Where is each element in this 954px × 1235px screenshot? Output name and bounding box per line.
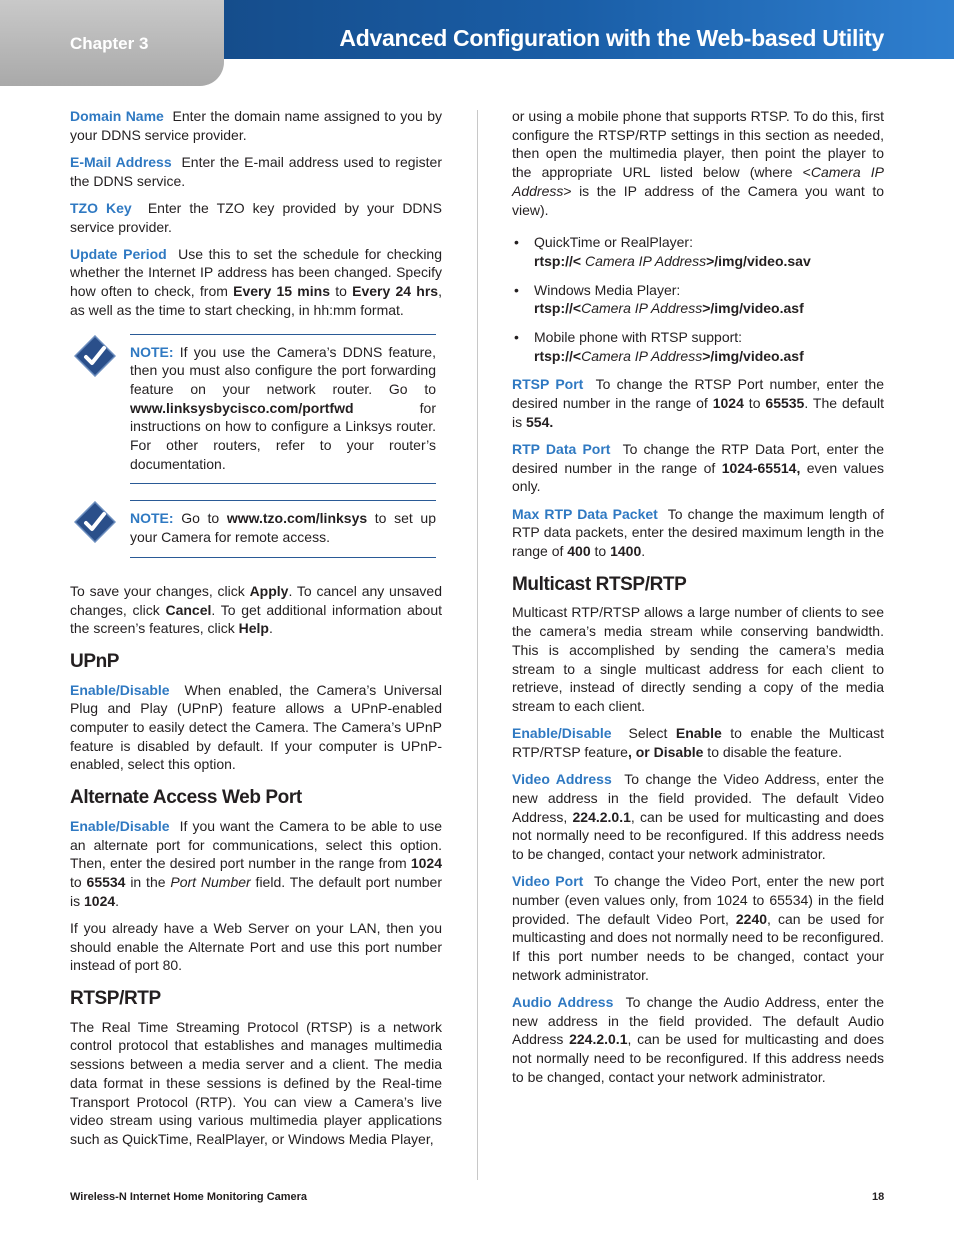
note-tzo: NOTE: Go to www.tzo.com/linksys to set up your Camera for remote access. (130, 500, 436, 557)
term-rtsp-port: RTSP Port (512, 376, 584, 393)
tzo-link-text: www.tzo.com/linksys (226, 510, 368, 527)
heading-upnp: UPnP (70, 650, 120, 672)
page-title: Advanced Configuration with the Web-based Utility (339, 25, 884, 51)
player-url-list (512, 233, 884, 365)
term-email: E-Mail Address (70, 153, 172, 170)
alt-port-paragraph-2: If you already have a Web Server on your LAN, then you should enable the Alternate Port and use this port number instead of port 80. (70, 919, 442, 974)
chapter-label: Chapter 3 (70, 34, 149, 53)
checkmark-note-icon (74, 335, 116, 377)
rtsp-intro-paragraph: or using a mobile phone that supports RTSP. To do this, first configure the RTSP/RTP settings in this section as needed, then open the multimedia player, then point the player to the appropriate URL listed below (where <Camera IP Address> is the IP address of the Camera you want to view). (512, 108, 884, 218)
page-number: 18 (872, 1191, 885, 1203)
term-audio-address: Audio Address (512, 993, 614, 1010)
save-paragraph: To save your changes, click Apply. To cancel any unsaved changes, click Cancel. To get additional information about the screen’s features, click Help. (70, 582, 442, 637)
video-port-paragraph: Video Port To change the Video Port, enter the new port number (even values only, from 1024 to 65534) in the field provided. The default Video Port, 2240, can be used for multicasting and does not normally need to be reconfigured. If this port number needs to be changed, contact your network administrator. (512, 873, 884, 983)
list-item: • QuickTime or RealPlayer: rtsp://< Camera IP Address>/img/video.sav (512, 233, 884, 270)
term-upnp-enable: Enable/Disable (70, 681, 170, 698)
term-video-port: Video Port (512, 873, 584, 890)
term-tzo-key: TZO Key (70, 199, 132, 216)
audio-address-paragraph: Audio Address To change the Audio Address, enter the new address in the field provided. The default Audio Address 224.2.0.1, can be used for multicasting and does not normally need to be reconfigured. If this address needs to be changed, contact your network administrator. (512, 993, 885, 1085)
domain-name-paragraph: Domain Name Enter the domain name assigned to you by your DDNS service provider. (70, 108, 442, 143)
max-rtp-paragraph: Max RTP Data Packet To change the maximum length of RTP data packets, enter the desired maximum length in the range of 400 to 1400. (512, 505, 884, 560)
term-domain-name: Domain Name (70, 108, 164, 124)
rtp-port-paragraph: RTP Data Port To change the RTP Data Port, enter the desired number in the range of 1024-65514, even values only. (512, 441, 884, 495)
rtsp-paragraph: The Real Time Streaming Protocol (RTSP) is a network control protocol that establishes and manages multimedia sessions between a media server and a client. The media data format in these sessions is defined by the Real-time Transport Protocol (RTP). You can view a Camera’s live video stream using various multimedia player applications such as QuickTime, RealPlayer, or Windows Media Player, (70, 1018, 442, 1147)
term-rtp-data-port: RTP Data Port (512, 441, 611, 458)
heading-multicast: Multicast RTSP/RTP (512, 573, 687, 595)
list-item: • Mobile phone with RTSP support: rtsp://<Camera IP Address>/img/video.asf (512, 328, 884, 365)
email-paragraph: E-Mail Address Enter the E-mail address used to register the DDNS service. (70, 153, 442, 189)
term-alt-enable: Enable/Disable (70, 817, 170, 834)
right-column (512, 107, 884, 1095)
upnp-paragraph: Enable/Disable When enabled, the Camera’s Universal Plug and Play (UPnP) feature allows a UPnP-enabled computer to easily detect the Camera. The Camera’s UPnP feature is disabled by default. If your computer is UPnP-enabled, select this option. (70, 681, 443, 773)
term-update-period: Update Period (70, 245, 167, 262)
term-video-address: Video Address (512, 771, 612, 788)
alt-port-paragraph: Enable/Disable If you want the Camera to be able to use an alternate port for communications, select this option. Then, enter the desired port number in the range from 1024 to 65534 in the Port Number field. The default port number is 1024. (70, 817, 443, 909)
note-label: NOTE: (130, 343, 174, 360)
heading-alternate-port: Alternate Access Web Port (70, 787, 302, 809)
heading-rtsp: RTSP/RTP (70, 988, 161, 1010)
footer-product-name: Wireless-N Internet Home Monitoring Camera (70, 1191, 308, 1203)
left-column (70, 107, 442, 1157)
update-period-paragraph: Update Period Use this to set the schedule for checking whether the Internet IP address has been changed. Specify how often to check, from Every 15 mins to Every 24 hrs, as well as the time to start checking, in hh:mm format. (70, 245, 443, 318)
note-label: NOTE: (130, 510, 174, 527)
tzo-paragraph: TZO Key Enter the TZO key provided by your DDNS service provider. (70, 199, 442, 235)
term-multicast-enable: Enable/Disable (512, 725, 612, 742)
multicast-paragraph: Multicast RTP/RTSP allows a large number of clients to see the camera’s media stream while conserving bandwidth. This is accomplished by sending the camera’s media stream to a single multicast address for each client to retrieve, instead of directly sending a copy of the media stream to each client. (512, 604, 884, 714)
note-ddns: NOTE: If you use the Camera’s DDNS feature, then you must also configure the port forwarding feature on your network router. Go to www.linksysbycisco.com/portfwd for instructions on how to configure a Linksys router. For other routers, refer to your router’s documentation. (130, 334, 436, 485)
chapter-tab (0, 0, 224, 86)
portfwd-link-text: www.linksysbycisco.com/portfwd (130, 399, 354, 416)
term-max-rtp: Max RTP Data Packet (512, 505, 658, 522)
rtsp-port-paragraph: RTSP Port To change the RTSP Port number, enter the desired number in the range of 1024 to 65535. The default is 554. (512, 376, 884, 430)
video-address-paragraph: Video Address To change the Video Address, enter the new address in the field provided. The default Video Address, 224.2.0.1, can be used for multicasting and does not normally need to be reconfigured. If this address needs to be changed, contact your network administrator. (512, 771, 884, 862)
list-item: • Windows Media Player: rtsp://<Camera IP Address>/img/video.asf (512, 281, 884, 318)
column-divider (477, 110, 478, 1180)
multicast-enable-paragraph: Enable/Disable Select Enable to enable the Multicast RTP/RTSP feature, or Disable to disable the feature. (512, 725, 884, 760)
checkmark-note-icon (74, 501, 116, 543)
